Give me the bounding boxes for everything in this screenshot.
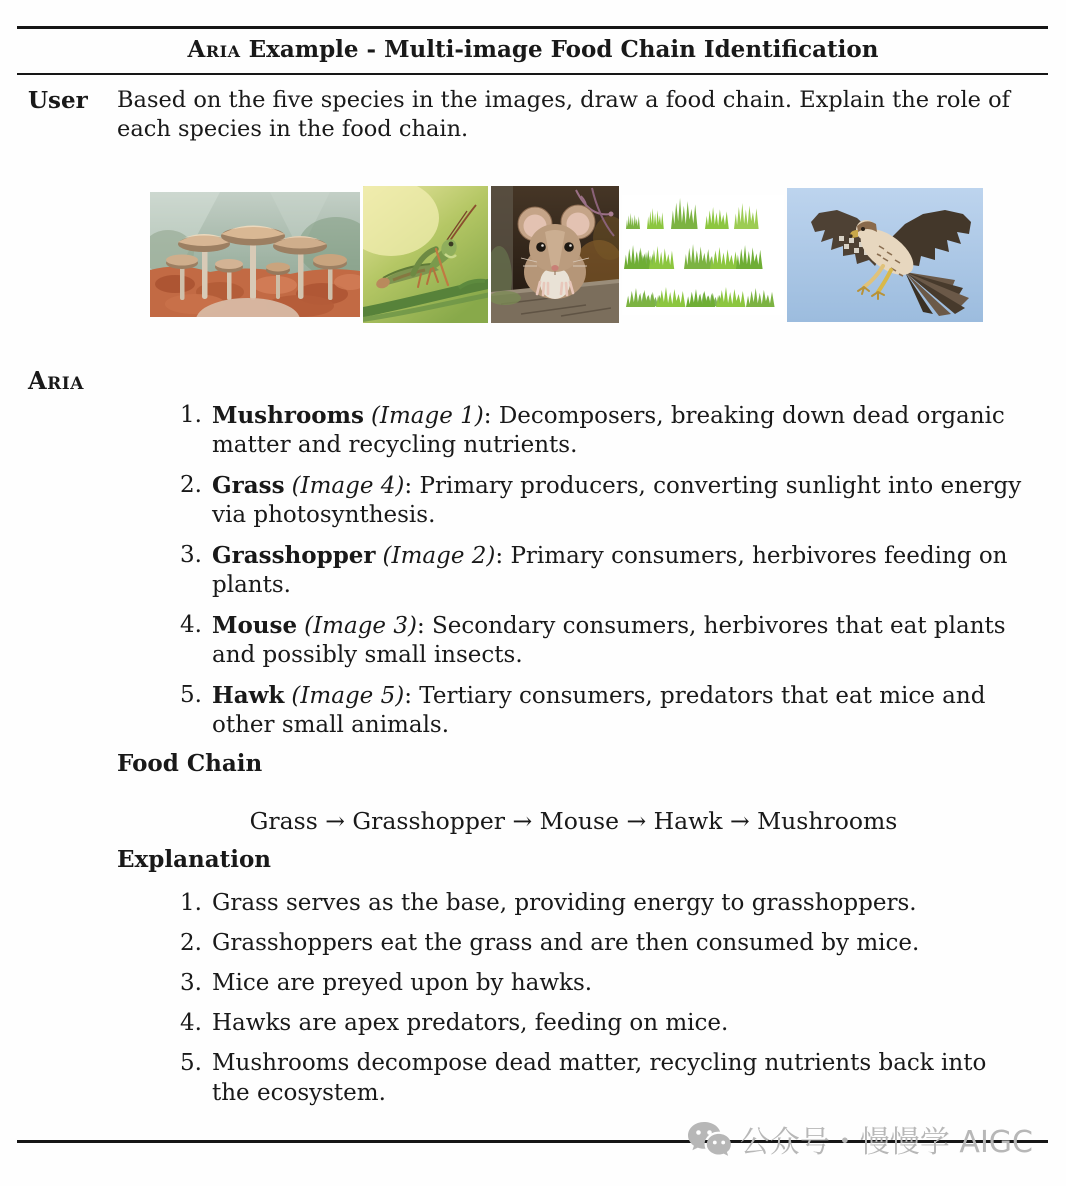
species-text [212,401,1030,460]
list-number: 3. [180,970,202,996]
list-number: 1. [180,402,202,428]
species-role: : Primary consumers, herbivores feeding on plants. [212,543,1008,598]
food-chain-heading: Food Chain [117,750,263,777]
species-name: Mushrooms [212,402,364,429]
food-chain-sequence: Grass → Grasshopper → Mouse → Hawk → Mushrooms [249,807,898,835]
watermark-text: 公众号・慢慢学 AIGC [739,1125,1033,1160]
explanation-text: Mice are preyed upon by hawks. [212,970,593,996]
species-text [212,611,1030,670]
explanation-item-1 [178,888,1030,918]
assistant-label: Aria [28,366,84,395]
list-number: 5. [180,682,202,708]
grasshopper-photo [363,186,488,323]
user-prompt-text: Based on the five species in the images, draw a food chain. Explain the role of each species in the food chain. [117,87,1011,142]
list-number: 2. [180,472,202,498]
list-number: 3. [180,542,202,568]
species-name: Mouse [212,612,298,639]
list-number: 4. [180,1010,202,1036]
image-reference: (Image 2) [382,543,496,569]
species-role: : Primary producers, converting sunlight into energy via photosynthesis. [212,473,1022,528]
species-role: : Tertiary consumers, predators that eat mice and other small animals. [212,683,986,738]
user-turn [28,86,1030,144]
image-reference: (Image 5) [291,683,405,709]
explanation-item-4 [178,1008,1030,1038]
image-reference: (Image 3) [304,613,417,639]
mouse-photo [491,186,619,323]
species-name: Grasshopper [212,542,376,569]
explanation-list [178,888,1030,1118]
title-text: Example - Multi-image Food Chain Identification [240,36,879,63]
watermark [687,1117,1033,1161]
species-item-4 [178,611,1030,670]
explanation-heading: Explanation [117,846,272,873]
wechat-icon [687,1120,731,1158]
explanation-text: Grass serves as the base, providing energy to grasshoppers. [212,890,917,916]
species-text [212,541,1030,600]
list-number: 1. [180,890,202,916]
species-images-row [150,186,983,323]
species-role: : Decomposers, breaking down dead organic matter and recycling nutrients. [212,403,1005,458]
species-item-3 [178,541,1030,600]
list-number: 4. [180,612,202,638]
top-rule [17,26,1048,29]
species-name: Grass [212,472,285,499]
title-divider-rule [17,73,1048,75]
species-item-5 [178,681,1030,740]
image-reference: (Image 4) [291,473,405,499]
species-item-2 [178,471,1030,530]
explanation-text: Hawks are apex predators, feeding on mice. [212,1010,729,1036]
figure-title [0,36,1066,63]
species-name: Hawk [212,682,285,709]
list-number: 2. [180,930,202,956]
mushrooms-photo [150,192,360,317]
species-role-list [178,401,1030,751]
image-reference: (Image 1) [370,403,484,429]
title-model-name: Aria [187,36,241,63]
explanation-item-2 [178,928,1030,958]
species-text [212,681,1030,740]
grass-illustration [622,195,784,315]
species-role: : Secondary consumers, herbivores that eat plants and possibly small insects. [212,613,1006,668]
explanation-text: Mushrooms decompose dead matter, recycling nutrients back into the ecosystem. [212,1050,987,1106]
user-label: User [28,87,88,114]
explanation-text: Grasshoppers eat the grass and are then consumed by mice. [212,930,920,956]
explanation-item-5 [178,1048,1030,1108]
explanation-item-3 [178,968,1030,998]
species-text [212,471,1030,530]
species-item-1 [178,401,1030,460]
hawk-photo [787,188,983,322]
list-number: 5. [180,1050,202,1076]
